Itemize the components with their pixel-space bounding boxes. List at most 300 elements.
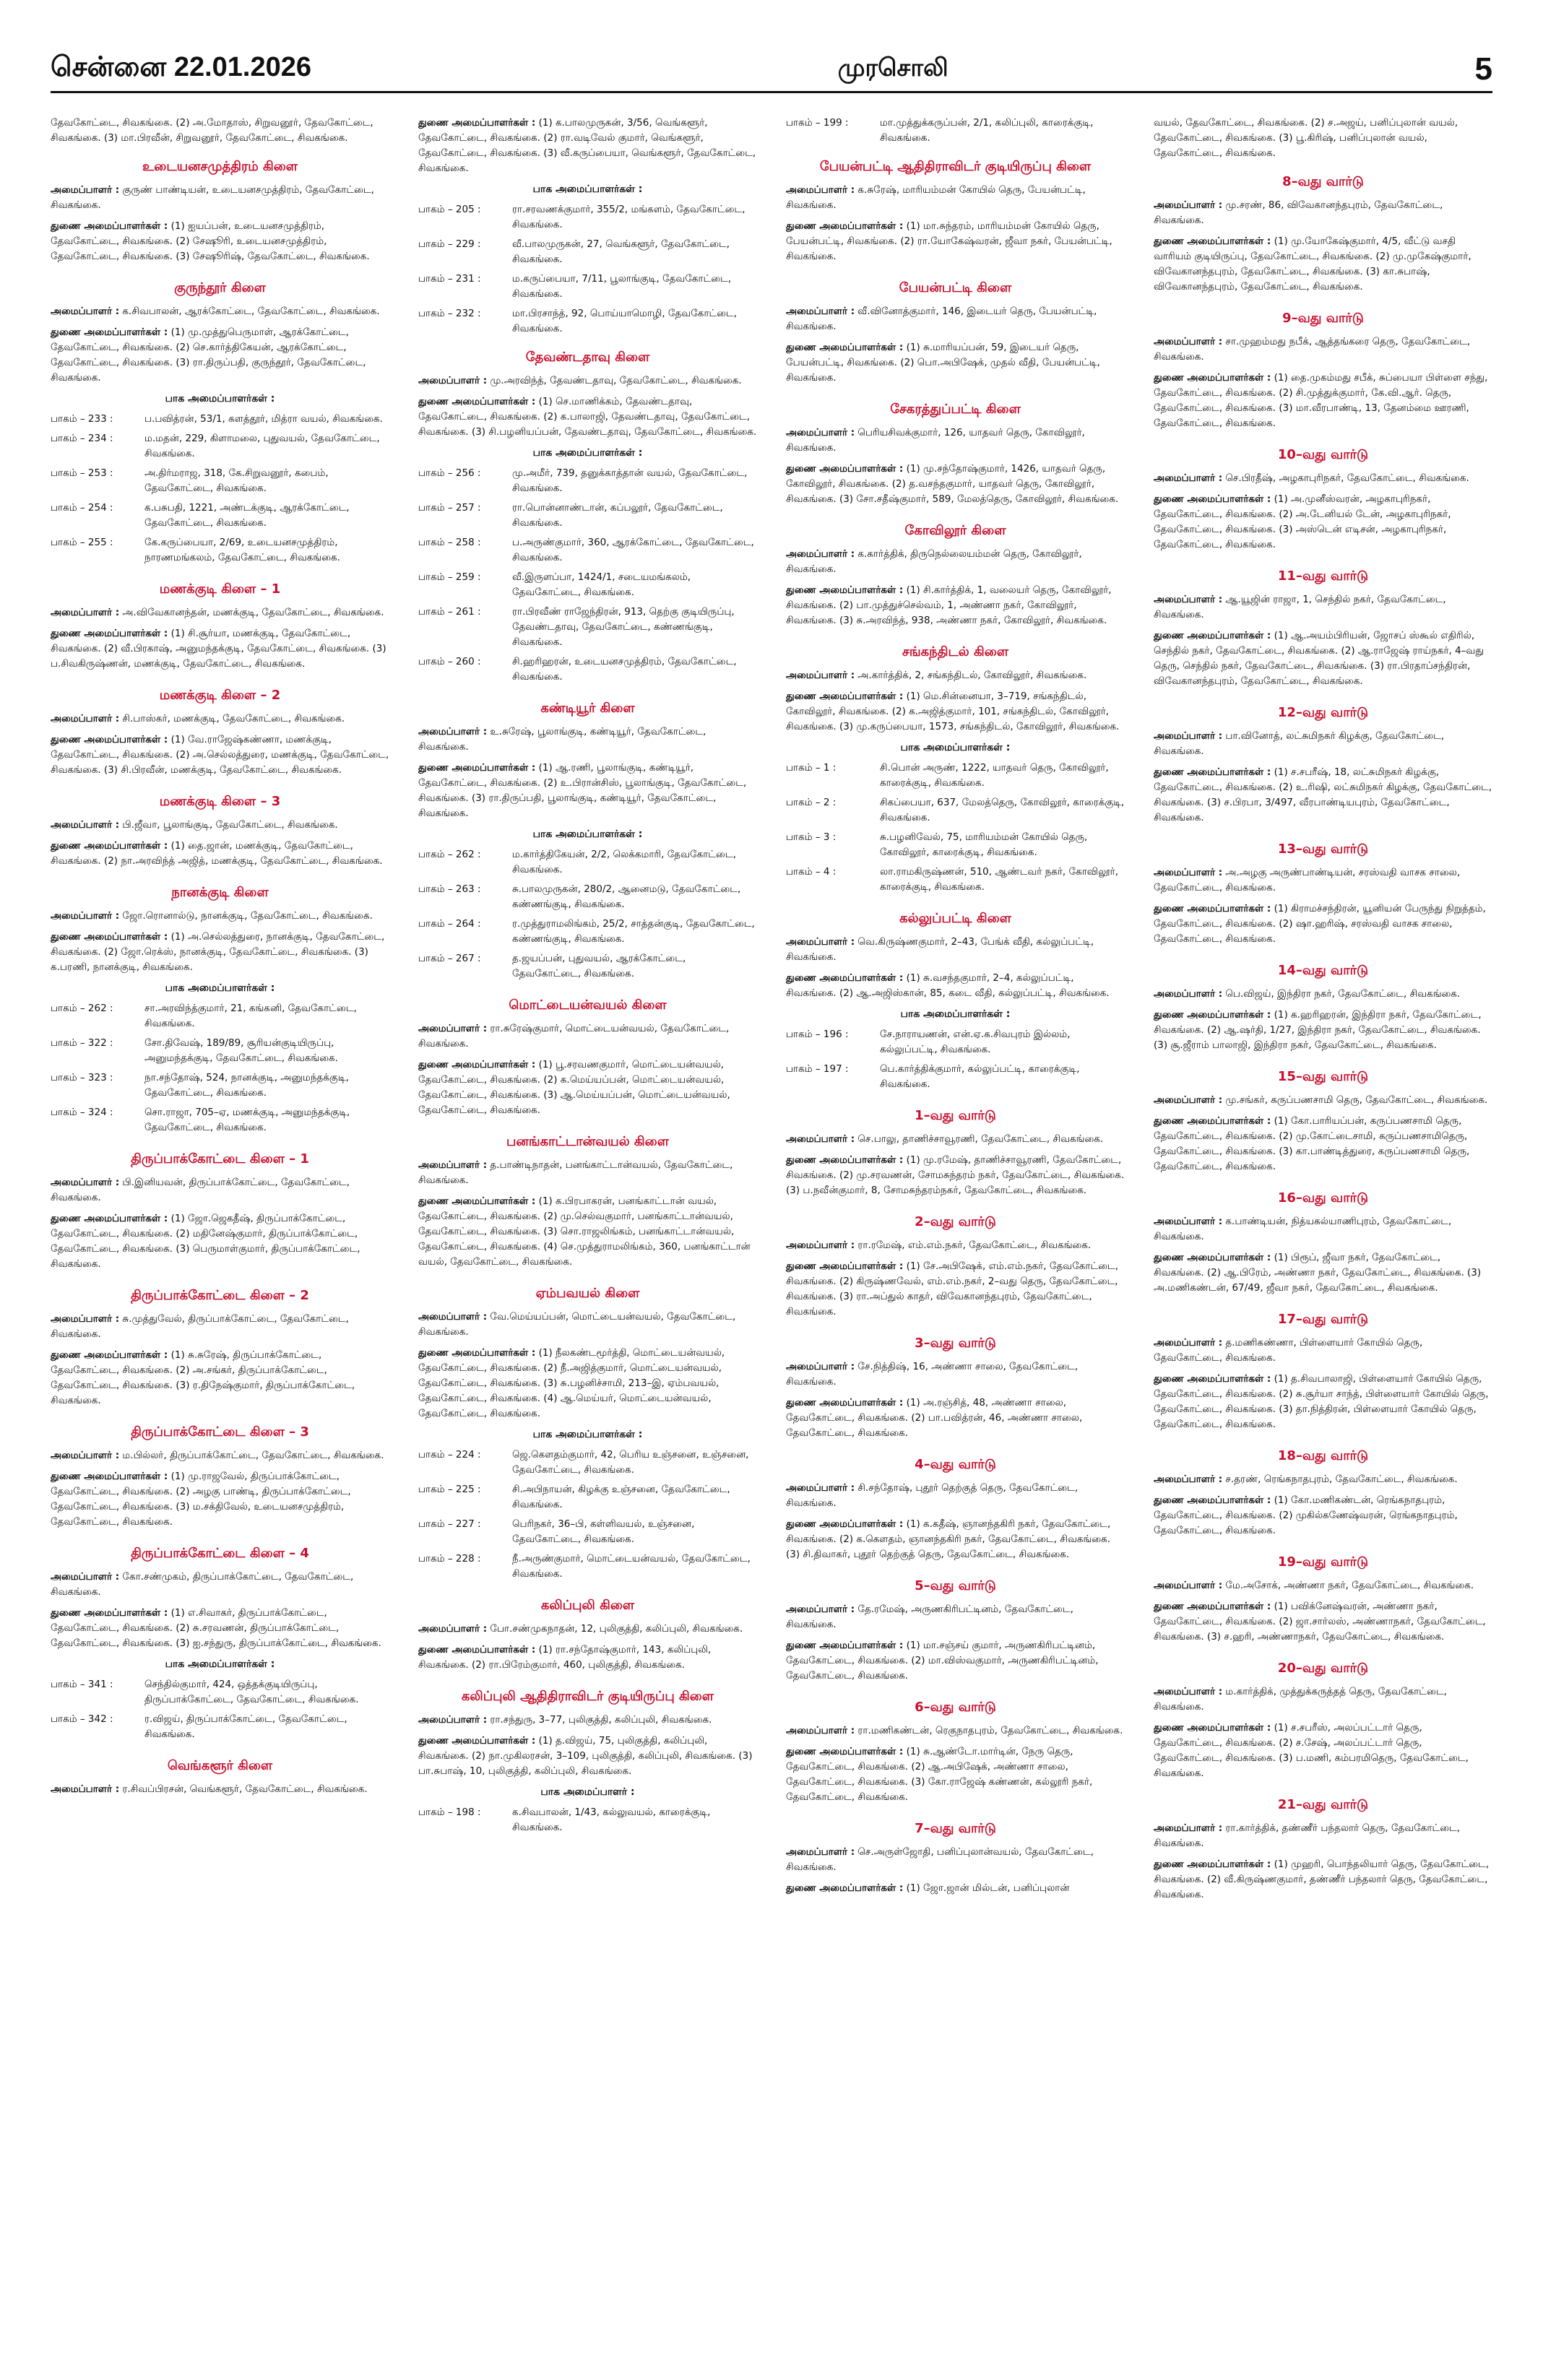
entry <box>786 340 1125 386</box>
branch-title: 16–வது வார்டு <box>1277 1190 1369 1206</box>
entry-value: போ.சண்முகநாதன், 12, புலிகுத்தி, கலிப்புலி, சிவகங்கை. <box>490 1623 743 1635</box>
booth-row <box>51 501 389 531</box>
branch-section <box>786 402 1125 507</box>
branch-title: திருப்பாக்கோட்டை கிளை – 1 <box>131 1151 309 1167</box>
entry <box>1154 1093 1492 1108</box>
entry-label: அமைப்பாளர் : <box>51 1177 120 1188</box>
entry-value: ச.தரண், ரெங்கநாதபுரம், தேவகோட்டை, சிவகங்கை. <box>1225 1474 1458 1485</box>
entry-value: செ.பாலு, தாணிச்சாவூரணி, தேவகோட்டை, சிவகங்கை. <box>857 1133 1104 1145</box>
entry-value: சி.சந்தோஷ், புதூர் தெற்குத் தெரு, தேவகோட்டை, சிவகங்கை. <box>786 1482 1079 1509</box>
entry <box>1154 1821 1492 1851</box>
entry-value: த.பாண்டிநாதன், பனங்காட்டான்வயல், தேவகோட்டை, சிவகங்கை. <box>418 1159 733 1186</box>
entry <box>786 219 1125 264</box>
entry <box>51 732 389 778</box>
entry <box>418 1346 757 1421</box>
booth-organizer: ரா.பொன்னாண்டான், கப்பலூர், தேவகோட்டை, சிவகங்கை. <box>512 502 723 529</box>
booth-organizer: சிகப்பையா, 637, மேலத்தெரு, கோவிலூர், காரைக்குடி, சிவகங்கை. <box>880 797 1125 823</box>
entry <box>786 1481 1125 1511</box>
entry-value: (1) ஐயப்பன், உடையனசமுத்திரம், தேவகோட்டை, சிவகங்கை. (2) சேஷூரி, உடையனசமுத்திரம், தேவகோட்டை, சிவகங்கை. (3) சேஷூரிஷ், தேவகோட்டை, சிவகங்கை. <box>51 220 370 262</box>
booth-organizer: சோ.திவேஷ், 189/89, சூரியன்குடியிருப்பு, அனுமந்தக்குடி, தேவகோட்டை, சிவகங்கை. <box>144 1037 338 1064</box>
entry <box>1154 1214 1492 1245</box>
branch-title: 20–வது வார்டு <box>1277 1661 1369 1676</box>
booth-organizer: சு.பழனிவேல், 75, மாரியம்மன் கோயில் தெரு, கோவிலூர், காரைக்குடி, சிவகங்கை. <box>880 831 1088 858</box>
entry-label: துணை அமைப்பாளர்கள் : <box>418 1735 536 1747</box>
branch-section <box>786 159 1125 264</box>
entry-value: (1) தை.ஜான், மணக்குடி, தேவகோட்டை, சிவகங்கை. (2) நா.அரவிந்த் அஜித், மணக்குடி, தேவகோட்டை, சிவகங்கை. <box>51 840 383 867</box>
branch-section <box>1154 1797 1492 1903</box>
column-2 <box>418 116 757 2351</box>
entry <box>786 1744 1125 1805</box>
entry-label: துணை அமைப்பாளர்கள் : <box>51 931 168 943</box>
column-1 <box>51 116 389 2351</box>
entry <box>418 1194 757 1270</box>
entry-label: அமைப்பாளர் : <box>786 1361 855 1372</box>
entry-value: வீ.வினோத்குமார், 146, இடையர் தெரு, பேயன்பட்டி, சிவகங்கை. <box>786 306 1097 332</box>
branch-title: 7–வது வார்டு <box>915 1821 996 1836</box>
booth-organizer: க.சிவபாலன், 1/43, கல்லுவயல், காரைக்குடி, சிவகங்கை. <box>512 1806 711 1833</box>
entry <box>786 304 1125 334</box>
entry-label: அமைப்பாளர் : <box>1154 1094 1223 1106</box>
branch-section <box>51 885 389 1135</box>
entry <box>51 1606 389 1651</box>
entry <box>51 1348 389 1408</box>
entry-value: (1) பூ.சரவணகுமார், மொட்டையன்வயல், தேவகோட்டை, சிவகங்கை. (2) க.மெய்யப்பன், மொட்டையன்வயல், தேவகோட்டை, சிவகங்கை. (3) ஆ.மெய்யப்பன், மொட்டையன்வயல், தேவகோட்டை, சிவகங்கை. <box>418 1059 730 1116</box>
entry-label: அமைப்பாளர் : <box>1154 336 1223 347</box>
branch-section <box>418 701 757 982</box>
entry-label: அமைப்பாளர் : <box>786 936 855 948</box>
entry-label: துணை அமைப்பாளர்கள் : <box>418 117 536 129</box>
entry <box>786 547 1125 577</box>
booth-row <box>418 272 757 302</box>
entry-label: துணை அமைப்பாளர்கள் : <box>51 220 168 232</box>
booth-organizer: மு.அமீர், 739, தனுக்காத்தான் வயல், தேவகோட்டை, சிவகங்கை. <box>512 467 748 494</box>
entry-label: அமைப்பாளர் : <box>1154 594 1223 605</box>
entry-label: துணை அமைப்பாளர்கள் : <box>1154 493 1271 505</box>
booth-organizer: மா.முத்துக்கருப்பன், 2/1, கலிப்புலி, காரைக்குடி, சிவகங்கை. <box>880 117 1094 144</box>
branch-section <box>1154 1448 1492 1539</box>
entry-value: வே.மெய்யப்பன், மொட்டையன்வயல், தேவகோட்டை, சிவகங்கை. <box>418 1311 736 1338</box>
booth-number: பாகம் – 256 : <box>418 467 481 479</box>
branch-section <box>418 350 757 685</box>
entry-label: அமைப்பாளர் : <box>418 726 488 737</box>
entry <box>786 1723 1125 1739</box>
branch-section <box>786 1700 1125 1805</box>
entry-value: (1) பவிக்னேஷ்வரன், அண்ணா நகர், தேவகோட்டை, சிவகங்கை. (2) ஜா.சார்லஸ், அண்ணாநகர், தேவகோட்டை, சிவகங்கை. (3) ச.ஹரி, அண்ணாநகர், தேவகோட்டை, சிவகங்கை. <box>1154 1601 1486 1643</box>
booth-row <box>418 1517 757 1547</box>
entry <box>51 1312 389 1342</box>
entry <box>418 1734 757 1779</box>
entry-value: மு.சரண், 86, விவேகானந்தபுரம், தேவகோட்டை, சிவகங்கை. <box>1154 199 1443 226</box>
branch-section <box>51 688 389 778</box>
entry <box>418 1158 757 1188</box>
branch-section <box>51 1758 389 1797</box>
branch-section <box>51 794 389 869</box>
entry-label: அமைப்பாளர் : <box>1154 1216 1223 1227</box>
entry-value: பெரியசிவக்குமார், 126, யாதவர் தெரு, கோவிலூர், சிவகங்கை. <box>786 427 1085 454</box>
entry-label: துணை அமைப்பாளர்கள் : <box>786 342 904 353</box>
entry-value: (1) முஹரி, பொந்தலியார் தெரு, தேவகோட்டை, சிவகங்கை. (2) வீ.கிருஷ்ணகுமார், தண்ணீர் பந்தலார் தெரு, தேவகோட்டை, சிவகங்கை. <box>1154 1858 1490 1900</box>
entry-value: (1) ச.சபரீஸ், அலப்பட்டார் தெரு, தேவகோட்டை, சிவகங்கை. (2) ச.சேஷ், அலப்பட்டார் தெரு, தேவகோட்டை, சிவகங்கை. (3) ப.மணி, கம்பரமிதெரு, தேவகோட்டை, சிவகங்கை. <box>1154 1722 1469 1779</box>
branch-section <box>1154 1312 1492 1432</box>
booth-row <box>51 535 389 566</box>
entry-value: ம.கார்த்திக், முத்துக்கருத்தத் தெரு, தேவகோட்டை, சிவகங்கை. <box>1154 1686 1447 1713</box>
entry <box>51 605 389 620</box>
entry-value: (1) செ.மாணிக்கம், தேவண்டதாவு, தேவகோட்டை, சிவகங்கை. (2) க.பாலாஜி, தேவண்டதாவு, தேவகோட்டை, சிவகங்கை. (3) சி.பழனியப்பன், தேவண்டதாவு, தேவகோட்டை, சிவகங்கை. <box>418 396 757 438</box>
entry <box>51 1570 389 1600</box>
entry-label: துணை அமைப்பாளர்கள் : <box>1154 1373 1271 1385</box>
entry-value: பெ.விஜய், இந்திரா நகர், தேவகோட்டை, சிவகங்கை. <box>1225 988 1461 1000</box>
entry-label: அமைப்பாளர் : <box>51 184 120 196</box>
entry-label: அமைப்பாளர் : <box>51 1571 120 1583</box>
entry-value: (1) அ.செல்லத்துரை, நானக்குடி, தேவகோட்டை, சிவகங்கை. (2) ஜோ.ரெக்ஸ், நானக்குடி, தேவகோட்டை, சிவகங்கை. (3) க.பரணி, நானக்குடி, சிவகங்கை. <box>51 931 385 973</box>
booth-number: பாகம் – 225 : <box>418 1484 481 1495</box>
booth-number: பாகம் – 323 : <box>51 1072 113 1083</box>
entry <box>1154 471 1492 486</box>
entry-value: (1) க.கதீஷ், ஞானந்தகிரி நகர், தேவகோட்டை, சிவகங்கை. (2) க.கௌதம், ஞானந்தகிரி நகர், தேவகோட்டை, சிவகங்கை. (3) சி.திவாகர், புதூர் தெற்குத் தெரு, தேவகோட்டை, சிவகங்கை. <box>786 1518 1111 1560</box>
booth-row <box>418 501 757 531</box>
entry-label: துணை அமைப்பாளர்கள் : <box>1154 1601 1271 1612</box>
entry <box>51 909 389 924</box>
entry-label: துணை அமைப்பாளர்கள் : <box>786 463 904 475</box>
entry <box>786 1395 1125 1441</box>
entry-value: வெ.கிருஷ்ணகுமார், 2–43, பேங்க் வீதி, கல்லுப்பட்டி, சிவகங்கை. <box>786 936 1094 963</box>
entry <box>418 1643 757 1673</box>
entry-label: துணை அமைப்பாளர்கள் : <box>1154 235 1271 247</box>
booth-organizer: ர.முத்துராமலிங்கம், 25/2, சாத்தன்குடி, தேவகோட்டை, கண்ணங்குடி, சிவகங்கை. <box>512 918 755 945</box>
branch-section <box>1154 1554 1492 1645</box>
booth-number: பாகம் – 196 : <box>786 1029 849 1040</box>
booth-organizer: ஜெ.கௌதம்குமார், 42, பெரிய உஞ்சனை, உஞ்சனை, தேவகோட்டை, சிவகங்கை. <box>512 1449 749 1476</box>
branch-title: சேகரத்துப்பட்டி கிளை <box>890 402 1021 417</box>
booth-organizer: அ.திர்மராஜ, 318, கே.சிறுவனூர், கபைம், தேவகோட்டை, சிவகங்கை. <box>144 467 329 494</box>
booth-number: பாகம் – 322 : <box>51 1037 113 1049</box>
entry-value: க.சுரேஷ், மாரியம்மன் கோயில் தெரு, பேயன்பட்டி, சிவகங்கை. <box>786 184 1086 211</box>
booth-row <box>786 795 1125 826</box>
entry <box>1154 1493 1492 1539</box>
branch-section <box>786 1821 1125 1896</box>
entry <box>1154 1684 1492 1715</box>
booth-number: பாகம் – 262 : <box>418 849 481 860</box>
entry-value: மு.சங்கர், கருப்பணசாமி தெரு, தேவகோட்டை, சிவகங்கை. <box>1225 1094 1488 1106</box>
booth-organizer: ம.மதன், 229, கிளாமலை, புதுவயல், தேவகோட்டை, சிவகங்கை. <box>144 433 380 459</box>
entry-label: துணை அமைப்பாளர்கள் : <box>786 1397 904 1408</box>
entry-value: (1) மு.ரமேஷ், தாணிச்சாவூரணி, தேவகோட்டை, சிவகங்கை. (2) மு.சரவணன், சோமசுந்தரம் நகர், தேவகோட்டை, சிவகங்கை. (3) ப.நவீன்குமார், 8, சோமசுந்தரம்நகர், தேவகோட்டை, சிவகங்கை. <box>786 1154 1125 1196</box>
entry-label: துணை அமைப்பாளர்கள் : <box>51 1607 168 1619</box>
entry-label: துணை அமைப்பாளர்கள் : <box>51 1349 168 1361</box>
branch-title: 11–வது வார்டு <box>1277 568 1369 584</box>
entry-value: (1) மா.சுந்தரம், மாரியம்மன் கோயில் தெரு, பேயன்பட்டி, சிவகங்கை. (2) ரா.யோகேஷ்வரன், ஜீவா நகர், பேயன்பட்டி, சிவகங்கை. <box>786 220 1112 262</box>
entry <box>418 394 757 440</box>
entry-label: அமைப்பாளர் : <box>786 1725 855 1736</box>
branch-title: 13–வது வார்டு <box>1277 841 1369 857</box>
entry-value: சே.நித்திஷ், 16, அண்ணா சாலை, தேவகோட்டை, சிவகங்கை. <box>786 1361 1079 1388</box>
entry-label: துணை அமைப்பாளர்கள் : <box>1154 766 1271 778</box>
entry-value: ம.பில்லர், திருப்பாக்கோட்டை, தேவகோட்டை, சிவகங்கை. <box>122 1450 384 1461</box>
booth-number: பாகம் – 255 : <box>51 537 113 548</box>
booth-organizer: லா.ராமகிருஷ்ணன், 510, ஆண்டவர் நகர், கோவிலூர், காரைக்குடி, சிவகங்கை. <box>880 866 1119 893</box>
entry-value: (1) சே.அபிஷேக், எம்.எம்.நகர், தேவகோட்டை, சிவகங்கை. (2) கிருஷ்ணவேல், எம்.எம்.நகர், 2–வது தெரு, தேவகோட்டை, சிவகங்கை. (3) ரா.அப்துல் காதர், விவேகானந்தபுரம், தேவகோட்டை, சிவகங்கை. <box>786 1260 1119 1317</box>
branch-section <box>786 1336 1125 1441</box>
entry-label: அமைப்பாளர் : <box>786 1239 855 1251</box>
entry-value: சு.முத்துவேல், திருப்பாக்கோட்டை, தேவகோட்டை, சிவகங்கை. <box>51 1313 349 1340</box>
booth-row <box>418 1805 757 1835</box>
booth-row <box>51 466 389 496</box>
entry <box>1154 371 1492 431</box>
entry <box>786 1602 1125 1632</box>
branch-section <box>1154 568 1492 689</box>
branch-section <box>786 1578 1125 1684</box>
booth-organizer: ப.அருண்குமார், 360, ஆரக்கோட்டை, தேவகோட்டை, சிவகங்கை. <box>512 537 754 563</box>
entry-label: அமைப்பாளர் : <box>1154 1474 1223 1485</box>
entry-label: துணை அமைப்பாளர்கள் : <box>418 1059 536 1070</box>
entry-value: (1) க.பிரபாகரன், பனங்காட்டான் வயல், தேவகோட்டை, சிவகங்கை. (2) மு.செல்வகுமார், பனங்காட்டான்வயல், தேவகோட்டை, சிவகங்கை. (3) சொ.ராஜலிங்கம், பனங்காட்டான்வயல், தேவகோட்டை, சிவகங்கை. (4) செ.முத்துராமலிங்கம், 360, பனங்காட்டான் வயல், தேவகோட்டை, சிவகங்கை. <box>418 1195 751 1268</box>
entry <box>418 1310 757 1340</box>
branch-title: பேயன்பட்டி கிளை <box>899 280 1012 295</box>
booth-heading: பாக அமைப்பாளர்கள் : <box>532 447 643 459</box>
entry-value: ரா.மணிகண்டன், ரெகுநாதபுரம், தேவகோட்டை, சிவகங்கை. <box>857 1725 1123 1736</box>
branch-section <box>1154 841 1492 947</box>
entry-label: துணை அமைப்பாளர்கள் : <box>786 1260 904 1272</box>
entry-value: பி.ஜீவா, பூலாங்குடி, தேவகோட்டை, சிவகங்கை. <box>122 819 338 831</box>
entry-value: (1) சு.மாரியப்பன், 59, இடையர் தெரு, பேயன்பட்டி, சிவகங்கை. (2) பொ.அபிஷேக், முதல் வீதி, பேயன்பட்டி, சிவகங்கை. <box>786 342 1100 384</box>
continued-text: தேவகோட்டை, சிவகங்கை. (2) அ.மோதாஸ், சிறுவனூர், தேவகோட்டை, சிவகங்கை. (3) மா.பிரவீன், சிறுவனூர், தேவகோட்டை, சிவகங்கை. <box>51 117 373 144</box>
booth-organizer: சா.அரவிந்த்குமார், 21, கங்கனி, தேவகோட்டை, சிவகங்கை. <box>144 1003 357 1029</box>
branch-section <box>51 280 389 566</box>
entry-value: (1) மு.யோகேஷ்குமார், 4/5, வீட்டு வசதி வாரியம் குடியிருப்பு, தேவகோட்டை, சிவகங்கை. (2) மு.முகேஷ்குமார், விவேகானந்தபுரம், தேவகோட்டை, சிவகங்கை. (3) கா.சுபாஷ், விவேகானந்தபுரம், தேவகோட்டை, சிவகங்கை. <box>1154 235 1471 293</box>
entry-value: (1) சி.சூர்யா, மணக்குடி, தேவகோட்டை, சிவகங்கை. (2) வீ.பிரகாஷ், அனுமந்தக்குடி, தேவகோட்டை, சிவகங்கை. (3) ப.சிவகிருஷ்ணன், மணக்குடி, தேவகோட்டை, சிவகங்கை. <box>51 628 386 670</box>
entry-label: துணை அமைப்பாளர்கள் : <box>51 628 168 639</box>
branch-section <box>1154 311 1492 431</box>
booth-number: பாகம் – 342 : <box>51 1713 113 1725</box>
entry-label: துணை அமைப்பாளர்கள் : <box>418 1347 536 1359</box>
branch-section <box>786 523 1125 628</box>
booth-row <box>418 1448 757 1478</box>
booth-number: பாகம் – 228 : <box>418 1553 481 1565</box>
branch-section <box>51 159 389 264</box>
booth-organizer: ம.கருப்பையா, 7/11, பூலாங்குடி, தேவகோட்டை, சிவகங்கை. <box>512 273 732 300</box>
entry-label: துணை அமைப்பாளர்கள் : <box>51 326 168 338</box>
entry <box>786 1132 1125 1147</box>
booth-number: பாகம் – 259 : <box>418 571 481 583</box>
entry <box>786 1259 1125 1320</box>
entry-label: அமைப்பாளர் : <box>786 306 855 317</box>
entry-value: செ.அருள்ஜோதி, பனிப்புலான்வயல், தேவகோட்டை, சிவகங்கை. <box>786 1846 1094 1873</box>
entry-label: துணை அமைப்பாளர்கள் : <box>418 1195 536 1207</box>
booth-row <box>418 951 757 982</box>
branch-title: மணக்குடி கிளை – 1 <box>159 581 281 597</box>
booth-row <box>51 431 389 462</box>
entry-label: துணை அமைப்பாளர்கள் : <box>786 1882 904 1894</box>
booth-row <box>418 1482 757 1513</box>
entry-value: (1) மெ.சின்னையா, 3–719, சங்கந்திடல், கோவிலூர், சிவகங்கை. (2) க.அஜித்குமார், 101, சங்கந்திடல், கோவிலூர், சிவகங்கை. (3) மு.கருப்பையா, 1573, சங்கந்திடல், கோவிலூர், சிவகங்கை. <box>786 691 1120 732</box>
entry <box>51 1469 389 1530</box>
booth-organizer: மா.பிரசாந்த், 92, பொய்யாமொழி, தேவகோட்டை, சிவகங்கை. <box>512 308 738 334</box>
booth-heading: பாக அமைப்பாளர்கள் : <box>900 1008 1011 1020</box>
entry-value: (1) மு.சந்தோஷ்குமார், 1426, யாதவர் தெரு, கோவிலூர், சிவகங்கை. (2) த.வசந்தகுமார், யாதவர் தெரு, கோவிலூர், சிவகங்கை. (3) சோ.சதீஷ்குமார், 589, மேலத்தெரு, கோவிலூர், சிவகங்கை. <box>786 463 1119 505</box>
booth-row <box>51 1036 389 1066</box>
booth-organizer: த.ஜயப்பன், புதுவயல், ஆரக்கோட்டை, தேவகோட்டை, சிவகங்கை. <box>512 953 686 979</box>
entry <box>51 839 389 869</box>
branch-section <box>418 998 757 1118</box>
entry <box>418 1622 757 1637</box>
branch-title: கலிப்புலி ஆதிதிராவிடர் குடியிருப்பு கிளை <box>461 1689 714 1704</box>
branch-title: உடையனசமுத்திரம் கிளை <box>142 159 298 174</box>
entry-label: அமைப்பாளர் : <box>51 910 120 922</box>
booth-heading: பாக அமைப்பாளர்கள் : <box>532 1429 643 1440</box>
entry-value: க.பாண்டியன், நித்யகல்யாணிபுரம், தேவகோட்டை, சிவகங்கை. <box>1154 1216 1452 1242</box>
booth-number: பாகம் – 197 : <box>786 1063 849 1075</box>
entry-value: (1) கோ.பாரியப்பன், கருப்பணசாமி தெரு, தேவகோட்டை, சிவகங்கை. (2) மு.கோட்டைசாமி, கருப்பணசாமிதெரு, தேவகோட்டை, சிவகங்கை. (3) கா.பாண்டித்துரை, கருப்பணசாமி தெரு, தேவகோட்டை, சிவகங்கை. <box>1154 1115 1470 1172</box>
branch-section <box>786 1108 1125 1198</box>
entry-label: துணை அமைப்பாளர்கள் : <box>1154 1858 1271 1870</box>
entry-value: (1) சு.ஆண்டோ.மார்டின், நேரு தெரு, தேவகோட்டை, சிவகங்கை. (2) ஆ.அபிஷேக், அண்ணா சாலை, தேவகோட்டை, சிவகங்கை. (3) கோ.ராஜேஷ் கண்ணன், கல்லூரி நகர், தேவகோட்டை, சிவகங்கை. <box>786 1746 1093 1803</box>
entry-label: அமைப்பாளர் : <box>51 1313 120 1325</box>
entry <box>786 583 1125 628</box>
branch-section <box>786 1214 1125 1320</box>
branch-title: 17–வது வார்டு <box>1277 1312 1369 1327</box>
branch-title: திருப்பாக்கோட்டை கிளை – 4 <box>131 1546 309 1561</box>
booth-row <box>418 917 757 947</box>
page-number: 5 <box>1474 51 1492 87</box>
newspaper-name: முரசொலி <box>837 53 948 82</box>
booth-row <box>418 202 757 233</box>
branch-title: 3–வது வார்டு <box>915 1336 996 1351</box>
entry-value: (1) சு.வசந்தகுமார், 2–4, கல்லுப்பட்டி, சிவகங்கை. (2) ஆ.அஜிஸ்கான், 85, கடை வீதி, கல்லுப்பட்டி, சிவகங்கை. <box>786 972 1110 999</box>
booth-row <box>51 1677 389 1708</box>
entry-value: (1) சி.கார்த்திக், 1, வலையர் தெரு, கோவிலூர், சிவகங்கை. (2) பா.முத்துச்செல்வம், 1, அண்ணா நகர், கோவிலூர், சிவகங்கை. (3) சு.அரவிந்த், 938, அண்ணா நகர், கோவிலூர், சிவகங்கை. <box>786 584 1112 626</box>
entry <box>1154 1721 1492 1781</box>
entry-label: துணை அமைப்பாளர்கள் : <box>51 734 168 745</box>
branch-title: பேயன்பட்டி ஆதிதிராவிடர் குடியிருப்பு கிளை <box>819 159 1092 174</box>
entry-label: அமைப்பாளர் : <box>1154 867 1223 878</box>
branch-title: 1–வது வார்டு <box>915 1108 996 1123</box>
entry-value: (1) த.சிவபாலாஜி, பிள்ளையார் கோயில் தெரு, தேவகோட்டை, சிவகங்கை. (2) சு.சூர்யா சாந்த், பிள்ளையார் கோயில் தெரு, தேவகோட்டை, சிவகங்கை. (3) தா.நித்திரன், பிள்ளையார் கோயில் தெரு, தேவகோட்டை, சிவகங்கை. <box>1154 1373 1489 1430</box>
entry <box>51 711 389 727</box>
entry-label: அமைப்பாளர் : <box>1154 1337 1223 1349</box>
edition-date: சென்னை 22.01.2026 <box>51 52 312 82</box>
booth-number: பாகம் – 254 : <box>51 502 113 514</box>
booth-organizer: ம.கார்த்திகேயன், 2/2, லெக்கமாரி, தேவகோட்டை, சிவகங்கை. <box>512 849 736 875</box>
entry <box>418 1057 757 1118</box>
booth-organizer: நா.சந்தோஷ், 524, நானக்குடி, அனுமந்தக்குடி, தேவகோட்டை, சிவகங்கை. <box>144 1072 349 1099</box>
entry-label: துணை அமைப்பாளர்கள் : <box>418 1644 536 1656</box>
booth-row <box>51 1070 389 1101</box>
entry-label: அமைப்பாளர் : <box>1154 988 1223 1000</box>
entry-label: துணை அமைப்பாளர்கள் : <box>786 1640 904 1651</box>
entry-label: அமைப்பாளர் : <box>786 184 855 196</box>
booth-organizer: நீ.அருண்குமார், மொட்டையன்வயல், தேவகோட்டை, சிவகங்கை. <box>512 1553 751 1580</box>
booth-number: பாகம் – 231 : <box>418 273 481 285</box>
entry-value: அ.அழகு அருண்பாண்டியன், சரஸ்வதி வாசக சாலை, தேவகோட்டை, சிவகங்கை. <box>1154 867 1461 893</box>
entry <box>786 1881 1125 1896</box>
entry-label: துணை அமைப்பாளர்கள் : <box>1154 372 1271 384</box>
entry <box>418 1021 757 1052</box>
branch-title: கண்டியூர் கிளை <box>540 701 635 716</box>
entry-value: (1) ஆ.அயம்பிரியன், ஜோசப் ஸ்கூல் எதிரில், செந்தில் நகர், தேவகோட்டை, சிவகங்கை. (2) ஆ.ராஜேஷ் ராய்நகர், 4–வது தெரு, செந்தில் நகர், தேவகோட்டை, சிவகங்கை. (3) ரா.பிரதாப்சந்திரன், விவேகானந்தபுரம், தேவகோட்டை, சிவகங்கை. <box>1154 630 1484 687</box>
entry-label: அமைப்பாளர் : <box>51 607 120 618</box>
entry-value: (1) வே.ராஜேஷ்கண்ணா, மணக்குடி, தேவகோட்டை, சிவகங்கை. (2) அ.செல்லத்துரை, மணக்குடி, தேவகோட்டை, சிவகங்கை. (3) சி.பிரவீன், மணக்குடி, தேவகோட்டை, சிவகங்கை. <box>51 734 389 776</box>
branch-title: திருப்பாக்கோட்டை கிளை – 2 <box>131 1288 309 1303</box>
booth-organizer: பெ.கார்த்திக்குமார், கல்லுப்பட்டி, காரைக்குடி, சிவகங்கை. <box>880 1063 1080 1090</box>
branch-section <box>418 1286 757 1582</box>
entry-value: (1) பிரூப், ஜீவா நகர், தேவகோட்டை, சிவகங்கை. (2) ஆ.பிரேம், அண்ணா நகர், தேவகோட்டை, சிவகங்கை. (3) அ.மணிகண்டன், 67/49, ஜீவா நகர், தேவகோட்டை, சிவகங்கை. <box>1154 1252 1482 1294</box>
entry-label: அமைப்பாளர் : <box>418 1623 488 1635</box>
branch-section <box>418 1134 757 1270</box>
branch-title: 8–வது வார்டு <box>1282 174 1364 189</box>
booth-row <box>418 882 757 912</box>
booth-row <box>418 654 757 685</box>
entry <box>786 1359 1125 1390</box>
entry-label: அமைப்பாளர் : <box>418 1159 488 1171</box>
booth-row <box>786 865 1125 895</box>
entry <box>1154 901 1492 947</box>
entry-value: ர.சிவப்பிரசன், வெங்களூர், தேவகோட்டை, சிவகங்கை. <box>122 1783 368 1795</box>
branch-title: ஏம்பவயல் கிளை <box>535 1286 640 1301</box>
entry-label: துணை அமைப்பாளர்கள் : <box>786 584 904 596</box>
booth-row <box>786 116 1125 146</box>
entry-label: துணை அமைப்பாளர்கள் : <box>786 1746 904 1757</box>
entry-value: மே.அசோக், அண்ணா நகர், தேவகோட்டை, சிவகங்கை. <box>1225 1580 1474 1591</box>
booth-row <box>51 1001 389 1031</box>
branch-section <box>1154 174 1492 295</box>
entry-label: அமைப்பாளர் : <box>51 1783 120 1795</box>
entry-label: அமைப்பாளர் : <box>418 1714 488 1726</box>
entry-label: துணை அமைப்பாளர்கள் : <box>786 220 904 232</box>
entry-value: சி.பாஸ்கர், மணக்குடி, தேவகோட்டை, சிவகங்கை. <box>122 713 345 724</box>
booth-number: பாகம் – 264 : <box>418 918 481 930</box>
branch-title: கோவிலூர் கிளை <box>904 523 1006 538</box>
booth-number: பாகம் – 205 : <box>418 204 481 215</box>
entry <box>786 1153 1125 1198</box>
branch-title: 9–வது வார்டு <box>1282 311 1364 326</box>
booth-organizer: ப.பவித்ரன், 53/1, களத்தூர், மித்ரா வயல், சிவகங்கை. <box>144 413 383 425</box>
branch-title: 12–வது வார்டு <box>1277 705 1369 720</box>
entry <box>786 183 1125 213</box>
entry-label: துணை அமைப்பாளர்கள் : <box>51 1471 168 1482</box>
entry-value: ரா.சந்துரு, 3–77, புலிகுத்தி, கலிப்புலி, சிவகங்கை. <box>490 1714 712 1726</box>
entry-value: ரா.ரமேஷ், எம்.எம்.நகர், தேவகோட்டை, சிவகங்கை. <box>857 1239 1092 1251</box>
booth-organizer: சி.பொன் அருண், 1222, யாதவர் தெரு, கோவிலூர், காரைக்குடி, சிவகங்கை. <box>880 762 1109 789</box>
entry <box>51 325 389 386</box>
entry <box>1154 1599 1492 1645</box>
entry <box>51 818 389 833</box>
entry-label: அமைப்பாளர் : <box>1154 472 1223 484</box>
branch-section <box>1154 1190 1492 1296</box>
branch-section <box>51 581 389 672</box>
entry <box>51 304 389 319</box>
booth-number: பாகம் – 267 : <box>418 953 481 964</box>
entry-label: துணை அமைப்பாளர்கள் : <box>1154 1252 1271 1263</box>
booth-row <box>418 466 757 496</box>
booth-number: பாகம் – 233 : <box>51 413 113 425</box>
entry-label: துணை அமைப்பாளர்கள் : <box>1154 630 1271 641</box>
entry-label: துணை அமைப்பாளர்கள் : <box>786 1518 904 1530</box>
booth-row <box>418 1552 757 1582</box>
entry-value: ஜோ.ரொனால்டு, நானக்குடி, தேவகோட்டை, சிவகங்கை. <box>122 910 373 922</box>
booth-row <box>418 847 757 878</box>
booth-organizer: கே.கருப்பையா, 2/69, உடையனசமுத்திரம், நாரணமங்கலம், தேவகோட்டை, சிவகங்கை. <box>144 537 340 563</box>
entry-value: (1) கோ.மணிகண்டன், ரெங்கநாதபுரம், தேவகோட்டை, சிவகங்கை. (2) முகில்கணேஷ்வரன், ரெங்கநாதபுரம், தேவகோட்டை, சிவகங்கை. <box>1154 1494 1458 1536</box>
entry <box>51 626 389 672</box>
entry <box>51 219 389 264</box>
branch-section <box>786 911 1125 1092</box>
booth-organizer: ர.விஜய், திருப்பாக்கோட்டை, தேவகோட்டை, சிவகங்கை. <box>144 1713 347 1740</box>
entry <box>786 668 1125 683</box>
entry <box>1154 1372 1492 1432</box>
booth-organizer: ரா.சரவணக்குமார், 355/2, மங்களம், தேவகோட்டை, சிவகங்கை. <box>512 204 745 230</box>
branch-section <box>51 1151 389 1272</box>
booth-organizer: செந்தில்குமார், 424, ஒத்தக்குடியிருப்பு, திருப்பாக்கோட்டை, தேவகோட்டை, சிவகங்கை. <box>144 1679 359 1705</box>
